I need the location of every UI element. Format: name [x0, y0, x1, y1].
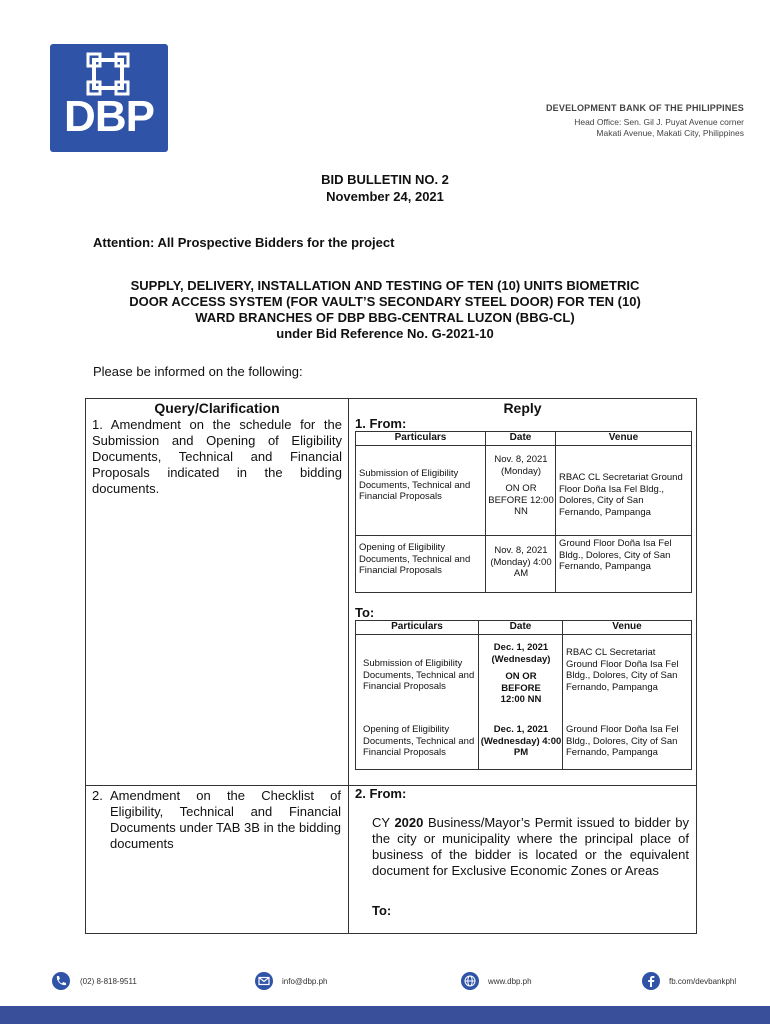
- sub-header-sep: [356, 445, 691, 446]
- reply-1-to-label: To:: [355, 605, 375, 620]
- column-divider: [348, 399, 349, 933]
- sub-col-sep: [478, 621, 479, 769]
- footer-phone: (02) 8-818-9511: [80, 977, 137, 986]
- project-title-line2: DOOR ACCESS SYSTEM (FOR VAULT’S SECONDARY STEEL DOOR) FOR TEN (10): [129, 294, 641, 309]
- project-title-line3: WARD BRANCHES OF DBP BBG-CENTRAL LUZON (BBG-CL): [195, 310, 575, 325]
- reply-2-to-label: To:: [372, 903, 392, 918]
- reply-1-from-label: 1. From:: [355, 416, 407, 431]
- sub-col-sep: [485, 432, 486, 592]
- query-reply-table: [85, 398, 697, 934]
- query-1-text: 1. Amendment on the schedule for the Submission and Opening of Eligibility Documents, Technical and Financial Proposals indicated in the bidding documents.: [92, 417, 342, 496]
- query-2-text: Amendment on the Checklist of Eligibility, Technical and Financial Documents under TAB 3B in the bidding documents: [110, 788, 341, 851]
- dbp-logo: [50, 44, 168, 152]
- footer-email[interactable]: info@dbp.ph: [282, 977, 328, 986]
- reply-2-body: Business/Mayor’s Permit issued to bidder by the city or municipality where the principal place of business of the bidder is located or the equivalent document for Exclusive Economic Zones or Areas: [372, 815, 689, 878]
- to-schedule-table: [355, 620, 692, 770]
- from-schedule-table: [355, 431, 692, 593]
- to-row2-venue: Ground Floor Doña Isa Fel Bldg., Dolores, City of San Fernando, Pampanga: [566, 724, 679, 758]
- attention-line: Attention: All Prospective Bidders for the project: [93, 235, 395, 250]
- logo-wordmark: DBP: [64, 92, 154, 141]
- project-title-line1: SUPPLY, DELIVERY, INSTALLATION AND TESTING OF TEN (10) UNITS BIOMETRIC: [130, 278, 640, 293]
- to-date-header: Date: [509, 621, 532, 632]
- to-row2-particulars: Opening of Eligibility Documents, Technical and Financial Proposals: [363, 724, 475, 758]
- sub-col-sep: [555, 432, 556, 592]
- reply-2-year: 2020: [394, 815, 424, 830]
- email-icon: [255, 972, 273, 990]
- bulletin-number: BID BULLETIN NO. 2: [321, 172, 449, 187]
- to-venue-header: Venue: [612, 621, 642, 632]
- from-row1-venue: RBAC CL Secretariat Ground Floor Doña Isa Fel Bldg., Dolores, City of San Fernando, Pampanga: [559, 472, 683, 518]
- phone-icon: [52, 972, 70, 990]
- from-row2-date: Nov. 8, 2021 (Monday) 4:00 AM: [490, 545, 552, 579]
- query-header: Query/Clarification: [154, 400, 280, 416]
- from-row2-particulars: Opening of Eligibility Documents, Technical and Financial Proposals: [359, 542, 471, 576]
- sub-row-sep: [356, 535, 691, 536]
- bank-address-line1: Head Office: Sen. Gil J. Puyat Avenue corner: [574, 117, 744, 127]
- from-row2-venue: Ground Floor Doña Isa Fel Bldg., Dolores, City of San Fernando, Pampanga: [559, 538, 672, 572]
- footer-bar: [0, 1006, 770, 1024]
- from-row1-particulars: Submission of Eligibility Documents, Technical and Financial Proposals: [359, 468, 471, 502]
- reply-2-text: [372, 815, 689, 879]
- intro-text: Please be informed on the following:: [93, 364, 303, 379]
- bank-address-line2: Makati Avenue, Makati City, Philippines: [596, 128, 744, 138]
- to-row2-date: Dec. 1, 2021 (Wednesday) 4:00 PM: [480, 724, 562, 758]
- facebook-icon: [642, 972, 660, 990]
- project-title: [60, 278, 710, 342]
- reply-header: Reply: [503, 400, 542, 416]
- from-date-header: Date: [509, 432, 532, 443]
- to-row1-particulars: Submission of Eligibility Documents, Technical and Financial Proposals: [363, 658, 475, 692]
- sub-col-sep: [562, 621, 563, 769]
- reply-2-from-label: 2. From:: [355, 786, 407, 801]
- to-row1-deadline: ON OR BEFORE 12:00 NN: [500, 671, 542, 705]
- query-2-number: 2.: [92, 788, 103, 803]
- bid-reference: under Bid Reference No. G-2021-10: [276, 326, 494, 341]
- globe-icon: [461, 972, 479, 990]
- to-row1-date: Dec. 1, 2021 (Wednesday): [491, 642, 551, 665]
- to-row1-venue: RBAC CL Secretariat Ground Floor Doña Isa Fel Bldg., Dolores, City of San Fernando, Pampanga: [566, 647, 679, 693]
- bank-name: DEVELOPMENT BANK OF THE PHILIPPINES: [545, 103, 744, 113]
- dbp-emblem-icon: [86, 52, 130, 96]
- from-row1-date: Nov. 8, 2021 (Monday): [494, 454, 548, 477]
- from-row1-deadline: ON OR BEFORE 12:00 NN: [488, 483, 554, 517]
- from-particulars-header: Particulars: [394, 432, 447, 443]
- to-particulars-header: Particulars: [391, 621, 443, 632]
- bulletin-date: November 24, 2021: [326, 189, 444, 204]
- reply-2-prefix: CY: [372, 815, 395, 830]
- sub-header-sep: [356, 634, 691, 635]
- footer-website[interactable]: www.dbp.ph: [488, 977, 532, 986]
- from-venue-header: Venue: [608, 432, 639, 443]
- footer-facebook[interactable]: fb.com/devbankphl: [669, 977, 737, 986]
